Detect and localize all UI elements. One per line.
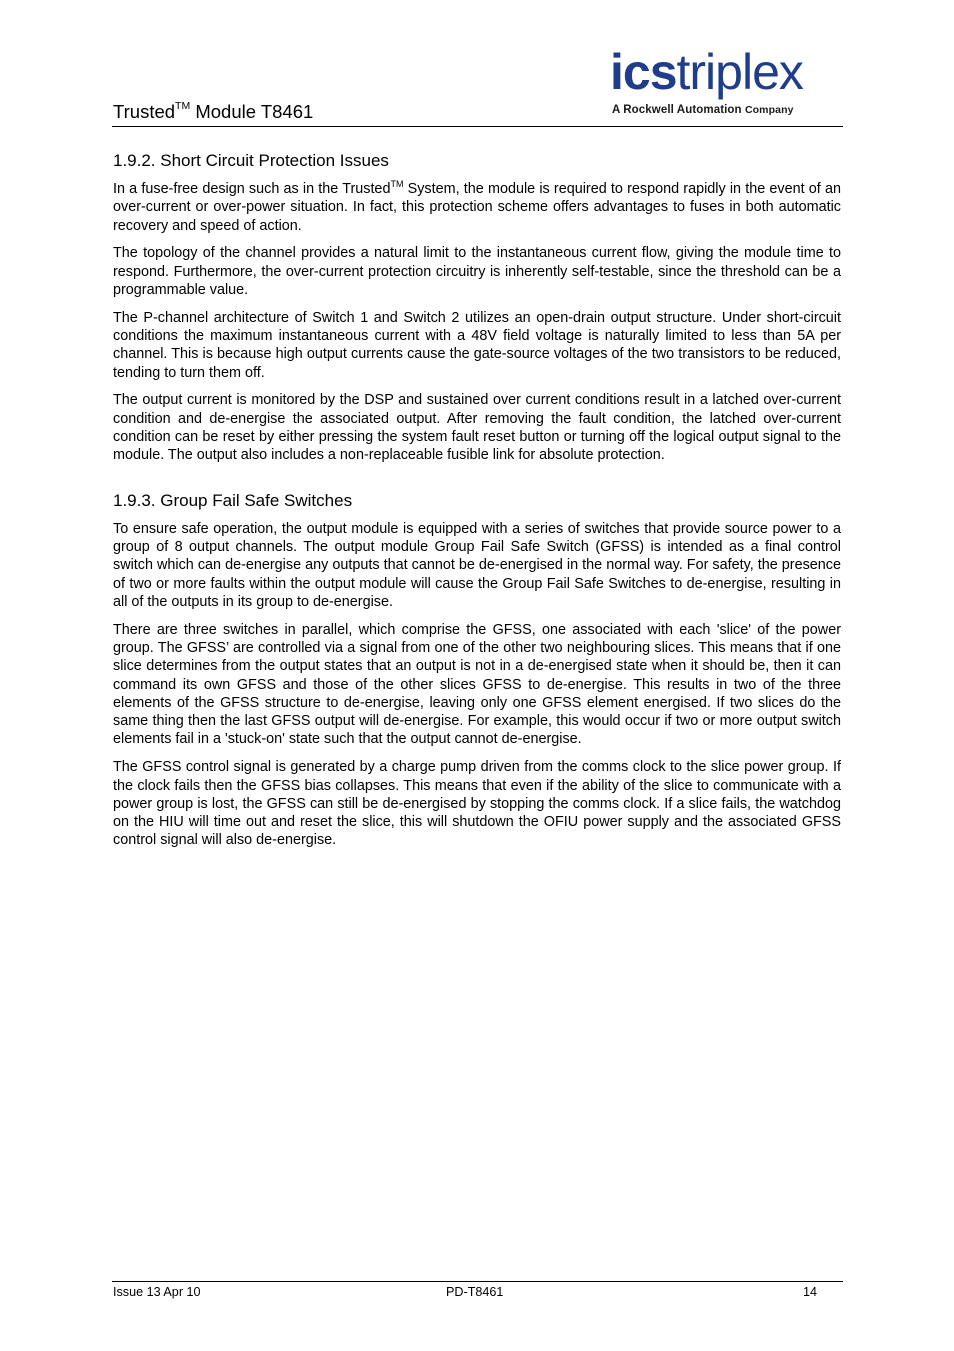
trademark-superscript: TM — [390, 179, 404, 189]
logo-tagline — [612, 104, 794, 116]
section-heading: 1.9.2. Short Circuit Protection Issues — [113, 151, 389, 170]
title-prefix: Trusted — [113, 101, 176, 122]
paragraph: The output current is monitored by the DSP and sustained over current conditions result in a latched over-current condition and de-energise the associated output. After removing the fault condition, the latched over-current condition can be reset by either pressing the system fault reset button or turning off the logical output signal to the module. The output also includes a non-replaceable fusible link for absolute protection. — [113, 392, 841, 464]
paragraph: To ensure safe operation, the output module is equipped with a series of switches that provide source power to a group of 8 output channels. The output module Group Fail Safe Switch (GFSS) is intended as a final control switch which can de-energise any outputs that cannot be de-energised in the normal way. For safety, the presence of two or more faults within the output module will cause the Group Fail Safe Switches to de-energise, resulting in all of the outputs in its group to de-energise. — [113, 520, 841, 610]
footer-page-number: 14 — [803, 1285, 818, 1299]
logo-wordmark — [610, 44, 803, 100]
logo-triplex-text: triplex — [676, 44, 803, 100]
title-suffix: Module T8461 — [190, 101, 314, 122]
main-content — [113, 150, 841, 859]
paragraph: The GFSS control signal is generated by a charge pump driven from the comms clock to the slice power group. If the clock fails then the GFSS bias collapses. This means that even if the ability of the slice to communicate with a power group is lost, the GFSS can still be de-energised by stopping the comms clock. If a slice fails, the watchdog on the HIU will time out and reset the slice, this will shutdown the OFIU power supply and the associated GFSS control signal will also de-energise. — [113, 759, 841, 849]
paragraph: The topology of the channel provides a natural limit to the instantaneous current flow, giving the module time to respond. Furthermore, the over-current protection circuitry is inherently self-testable, since the threshold can be a programmable value. — [113, 245, 841, 298]
logo-tagline-main: A Rockwell Automation — [612, 104, 742, 116]
ics-triplex-logo — [610, 44, 842, 120]
logo-tagline-company: Company — [744, 104, 794, 116]
section-heading: 1.9.3. Group Fail Safe Switches — [113, 490, 353, 510]
footer-issue: Issue 13 Apr 10 — [113, 1285, 201, 1299]
paragraph: The P-channel architecture of Switch 1 and Switch 2 utilizes an open-drain output structure. Under short-circuit conditions the maximum instantaneous current with a 48V field voltage is naturally limited to less than 5A per channel. This is because high output currents cause the gate-source voltages of the two transistors to be reduced, tending to turn them off. — [113, 309, 841, 381]
paragraph — [113, 180, 841, 235]
paragraph-text: System, the module is required to respond rapidly in the event of an over-current or over-power situation. In fact, this protection scheme offers advantages to fuses in both automatic recovery and speed of action. — [113, 181, 841, 234]
paragraph: There are three switches in parallel, which comprise the GFSS, one associated with each 'slice' of the power group. The GFSS’ are controlled via a signal from one of the other two neighbouring slices. This means that if one slice determines from the output states that an output is not in a de-energised state when it should be, then it can command its own GFSS and those of the other slices GFSS to de-energise. This results in two of the three elements of the GFSS structure to de-energise, leaving only one GFSS element energised. If two slices do the same thing then the last GFSS output will de-energise. For example, this would occur if two or more output switch elements fail in a 'stuck-on' state such that the output cannot de-energise. — [113, 621, 841, 748]
footer-document-id: PD-T8461 — [446, 1285, 504, 1299]
trademark-superscript: TM — [175, 100, 191, 112]
footer-divider — [112, 1281, 843, 1282]
page-title — [113, 101, 313, 126]
header-divider — [112, 126, 843, 127]
paragraph-text: In a fuse-free design such as in the Trusted — [113, 181, 391, 197]
section-short-circuit-protection — [113, 150, 841, 465]
section-group-fail-safe-switches — [113, 490, 841, 850]
logo-ics-text: ics — [610, 44, 677, 100]
